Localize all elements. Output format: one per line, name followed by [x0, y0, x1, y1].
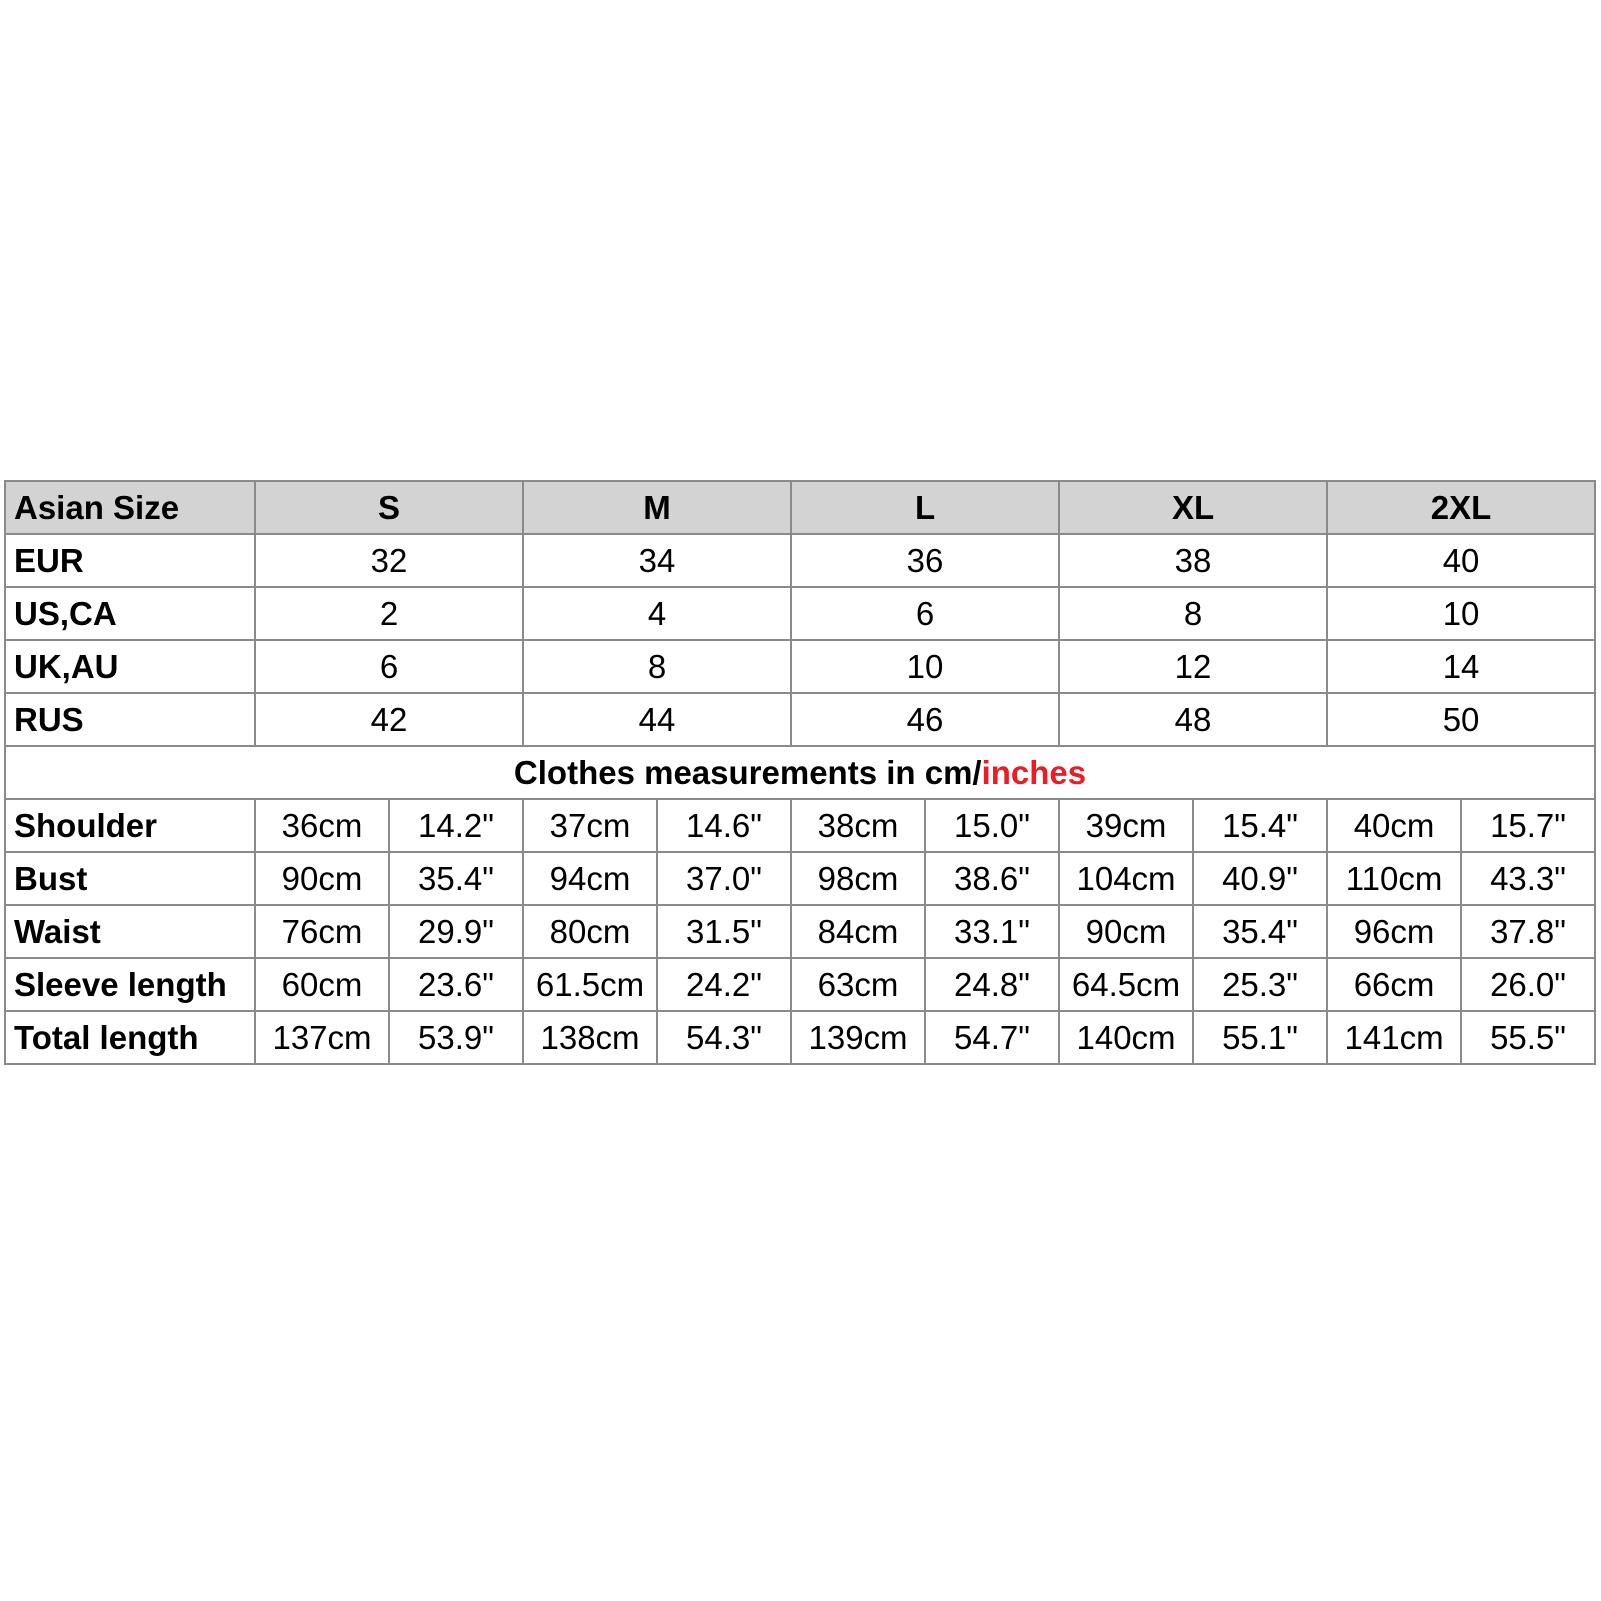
measurement-title-row — [5, 746, 1595, 799]
size-value: 4 — [523, 587, 791, 640]
cm-value: 94cm — [523, 852, 657, 905]
cm-value: 40cm — [1327, 799, 1461, 852]
col-header-s: S — [255, 481, 523, 534]
size-value: 2 — [255, 587, 523, 640]
inch-value: 54.7" — [925, 1011, 1059, 1064]
size-value: 40 — [1327, 534, 1595, 587]
cm-value: 139cm — [791, 1011, 925, 1064]
inch-value: 37.8" — [1461, 905, 1595, 958]
size-value: 10 — [1327, 587, 1595, 640]
col-header-asian-size: Asian Size — [5, 481, 255, 534]
inch-value: 29.9" — [389, 905, 523, 958]
inch-value: 24.2" — [657, 958, 791, 1011]
inch-value: 35.4" — [389, 852, 523, 905]
inch-value: 55.1" — [1193, 1011, 1327, 1064]
size-value: 48 — [1059, 693, 1327, 746]
cm-value: 36cm — [255, 799, 389, 852]
measurement-title — [5, 746, 1595, 799]
cm-value: 76cm — [255, 905, 389, 958]
inch-value: 26.0" — [1461, 958, 1595, 1011]
col-header-2xl: 2XL — [1327, 481, 1595, 534]
col-header-m: M — [523, 481, 791, 534]
size-value: 44 — [523, 693, 791, 746]
inch-value: 37.0" — [657, 852, 791, 905]
inch-value: 33.1" — [925, 905, 1059, 958]
cm-value: 98cm — [791, 852, 925, 905]
measurement-row-bust — [5, 852, 1595, 905]
inch-value: 24.8" — [925, 958, 1059, 1011]
cm-value: 140cm — [1059, 1011, 1193, 1064]
row-label: Waist — [5, 905, 255, 958]
size-chart-table — [4, 480, 1596, 1065]
size-value: 8 — [1059, 587, 1327, 640]
cm-value: 138cm — [523, 1011, 657, 1064]
size-value: 46 — [791, 693, 1059, 746]
cm-value: 39cm — [1059, 799, 1193, 852]
inch-value: 25.3" — [1193, 958, 1327, 1011]
inch-value: 31.5" — [657, 905, 791, 958]
header-row — [5, 481, 1595, 534]
size-row-rus — [5, 693, 1595, 746]
size-row-uk-au — [5, 640, 1595, 693]
size-value: 50 — [1327, 693, 1595, 746]
cm-value: 90cm — [255, 852, 389, 905]
inch-value: 53.9" — [389, 1011, 523, 1064]
size-value: 32 — [255, 534, 523, 587]
inch-value: 38.6" — [925, 852, 1059, 905]
inch-value: 35.4" — [1193, 905, 1327, 958]
size-value: 34 — [523, 534, 791, 587]
cm-value: 80cm — [523, 905, 657, 958]
inch-value: 14.2" — [389, 799, 523, 852]
measurement-title-prefix: Clothes measurements in cm/ — [513, 754, 982, 791]
inch-value: 43.3" — [1461, 852, 1595, 905]
size-value: 6 — [791, 587, 1059, 640]
size-row-eur — [5, 534, 1595, 587]
row-label: RUS — [5, 693, 255, 746]
size-value: 10 — [791, 640, 1059, 693]
row-label: Bust — [5, 852, 255, 905]
inch-value: 40.9" — [1193, 852, 1327, 905]
row-label: Total length — [5, 1011, 255, 1064]
size-value: 8 — [523, 640, 791, 693]
size-value: 14 — [1327, 640, 1595, 693]
cm-value: 110cm — [1327, 852, 1461, 905]
size-value: 42 — [255, 693, 523, 746]
measurement-row-total-length — [5, 1011, 1595, 1064]
cm-value: 96cm — [1327, 905, 1461, 958]
cm-value: 90cm — [1059, 905, 1193, 958]
row-label: US,CA — [5, 587, 255, 640]
cm-value: 37cm — [523, 799, 657, 852]
row-label: Shoulder — [5, 799, 255, 852]
row-label: Sleeve length — [5, 958, 255, 1011]
inch-value: 55.5" — [1461, 1011, 1595, 1064]
size-value: 6 — [255, 640, 523, 693]
col-header-xl: XL — [1059, 481, 1327, 534]
cm-value: 38cm — [791, 799, 925, 852]
inch-value: 14.6" — [657, 799, 791, 852]
inch-value: 54.3" — [657, 1011, 791, 1064]
cm-value: 60cm — [255, 958, 389, 1011]
inch-value: 23.6" — [389, 958, 523, 1011]
row-label: EUR — [5, 534, 255, 587]
inch-value: 15.7" — [1461, 799, 1595, 852]
cm-value: 64.5cm — [1059, 958, 1193, 1011]
col-header-l: L — [791, 481, 1059, 534]
inch-value: 15.4" — [1193, 799, 1327, 852]
cm-value: 84cm — [791, 905, 925, 958]
inch-value: 15.0" — [925, 799, 1059, 852]
cm-value: 141cm — [1327, 1011, 1461, 1064]
size-value: 12 — [1059, 640, 1327, 693]
size-value: 38 — [1059, 534, 1327, 587]
cm-value: 63cm — [791, 958, 925, 1011]
cm-value: 66cm — [1327, 958, 1461, 1011]
measurement-row-shoulder — [5, 799, 1595, 852]
row-label: UK,AU — [5, 640, 255, 693]
size-value: 36 — [791, 534, 1059, 587]
cm-value: 104cm — [1059, 852, 1193, 905]
cm-value: 61.5cm — [523, 958, 657, 1011]
measurement-row-waist — [5, 905, 1595, 958]
size-row-us-ca — [5, 587, 1595, 640]
cm-value: 137cm — [255, 1011, 389, 1064]
measurement-title-inches: inches — [981, 754, 1087, 791]
measurement-row-sleeve-length — [5, 958, 1595, 1011]
